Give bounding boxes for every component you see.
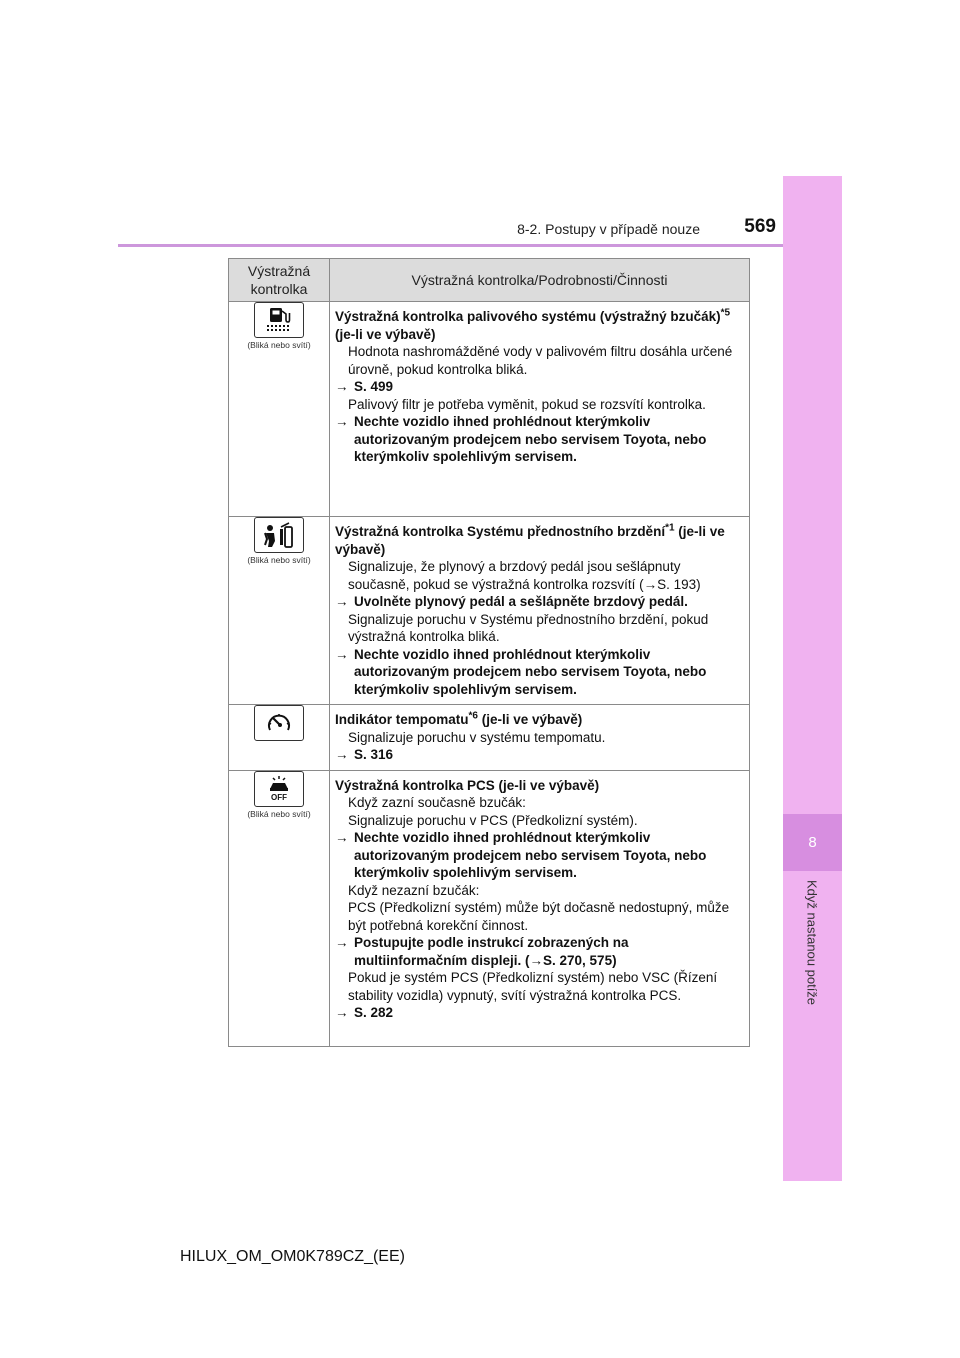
page-number: 569 <box>744 216 776 237</box>
row-title <box>335 523 744 558</box>
icon-note: (Bliká nebo svítí) <box>247 340 311 350</box>
icon-note: (Bliká nebo svítí) <box>247 555 311 565</box>
chapter-side-tab <box>783 176 842 1181</box>
title-text: Indikátor tempomatu <box>335 712 469 727</box>
footnote-mark: *5 <box>720 307 731 319</box>
cruise-control-icon <box>254 705 304 741</box>
table-row <box>229 302 750 517</box>
row-body: Když zazní současně bzučák: <box>348 795 526 810</box>
warning-light-table <box>228 258 750 1047</box>
action-text: Nechte vozidlo ihned prohlédnout kterýmkoliv autorizovaným prodejcem nebo servisem Toyota, nebo kterýmkoliv spolehlivým servisem. <box>354 646 707 697</box>
icon-cell <box>229 705 330 771</box>
row-body: Signalizuje poruchu v Systému přednostního brzdění, pokud výstražná kontrolka bliká. <box>348 611 709 644</box>
arrow-icon: → <box>643 576 658 592</box>
row-action <box>335 378 744 396</box>
row-action <box>335 413 744 466</box>
arrow-icon: → <box>335 646 349 662</box>
footnote-mark: *1 <box>665 522 675 534</box>
row-action <box>335 1004 744 1022</box>
section-title: 8-2. Postupy v případě nouze <box>517 221 700 237</box>
action-text: Uvolněte plynový pedál a sešlápněte brzdový pedál. <box>354 594 688 609</box>
table-header-row <box>229 259 750 302</box>
column-header-light: Výstražná kontrolka <box>229 259 330 302</box>
action-text: Nechte vozidlo ihned prohlédnout kterýmkoliv autorizovaným prodejcem nebo servisem Toyota, nebo kterýmkoliv spolehlivým servisem. <box>354 414 707 464</box>
arrow-icon: → <box>335 594 349 609</box>
table-row <box>229 517 750 705</box>
row-action <box>335 829 744 882</box>
pcs-off-label: OFF <box>271 793 287 802</box>
chapter-label: Když nastanou potíže <box>804 880 820 1006</box>
row-body <box>335 558 744 593</box>
row-action <box>335 646 744 699</box>
row-body: Hodnota nashromážděné vody v palivovém filtru dosáhla určené úrovně, pokud kontrolka bliká. <box>348 344 733 377</box>
row-action <box>335 593 744 611</box>
icon-cell <box>229 770 330 1046</box>
column-header-details: Výstražná kontrolka/Podrobnosti/Činnosti <box>330 259 750 302</box>
title-suffix: (je-li ve výbavě) <box>477 712 583 727</box>
icon-note: (Bliká nebo svítí) <box>247 808 311 819</box>
title-text: Výstražná kontrolka palivového systému (výstražný bzučák) <box>335 309 721 324</box>
table-row <box>229 705 750 771</box>
row-body: PCS (Předkolizní systém) může být dočasně nedostupný, může být potřebná korekční činnost. <box>348 900 730 933</box>
details-cell <box>330 705 750 771</box>
table-row <box>229 770 750 1046</box>
action-text: Nechte vozidlo ihned prohlédnout kterýmkoliv autorizovaným prodejcem nebo servisem Toyota, nebo kterýmkoliv spolehlivým servisem. <box>354 830 707 880</box>
details-cell <box>330 517 750 705</box>
chapter-number: 8 <box>783 814 842 871</box>
icon-cell <box>229 302 330 517</box>
row-action <box>335 746 744 764</box>
row-body: Pokud je systém PCS (Předkolizní systém) nebo VSC (Řízení stability vozidla) vypnutý, svítí výstražná kontrolka PCS. <box>348 970 718 1003</box>
title-text: Výstražná kontrolka Systému přednostního brzdění <box>335 524 666 539</box>
action-text: S. 282 <box>354 1005 394 1020</box>
row-title <box>335 711 744 729</box>
arrow-icon: → <box>335 747 349 762</box>
icon-cell <box>229 517 330 705</box>
body-text-end: ) <box>696 576 701 592</box>
row-title <box>335 308 744 343</box>
document-code: HILUX_OM_OM0K789CZ_(EE) <box>180 1248 405 1265</box>
arrow-icon: → <box>335 830 349 845</box>
body-text: Signalizuje, že plynový a brzdový pedál jsou sešlápnuty současně, pokud se výstražná kontrolka rozsvítí ( <box>348 559 681 592</box>
action-text: Postupujte podle instrukcí zobrazených na multiinformačním displeji. (→S. 270, 575) <box>354 935 629 968</box>
title-suffix: (je-li ve výbavě) <box>335 524 725 557</box>
page-reference: S. 193 <box>657 576 697 592</box>
brake-override-icon <box>254 517 304 553</box>
arrow-icon: → <box>335 414 349 429</box>
arrow-icon: → <box>335 379 349 394</box>
pcs-off-icon <box>254 771 304 807</box>
arrow-icon: → <box>335 1005 349 1020</box>
details-cell <box>330 302 750 517</box>
action-text: S. 316 <box>354 747 394 762</box>
fuel-filter-icon <box>254 302 304 338</box>
header-divider <box>118 244 783 247</box>
row-action <box>335 934 744 969</box>
row-body: Když nezazní bzučák: <box>348 882 480 898</box>
row-body: Signalizuje poruchu v systému tempomatu. <box>348 729 606 745</box>
row-title: Výstražná kontrolka PCS (je-li ve výbavě) <box>335 777 600 793</box>
footnote-mark: *6 <box>468 710 478 722</box>
details-cell <box>330 770 750 1046</box>
row-body: Signalizuje poruchu v PCS (Předkolizní systém). <box>348 812 638 828</box>
row-body: Palivový filtr je potřeba vyměnit, pokud se rozsvítí kontrolka. <box>348 396 706 412</box>
title-suffix: (je-li ve výbavě) <box>335 326 436 342</box>
action-text: S. 499 <box>354 379 394 394</box>
arrow-icon: → <box>335 935 349 950</box>
